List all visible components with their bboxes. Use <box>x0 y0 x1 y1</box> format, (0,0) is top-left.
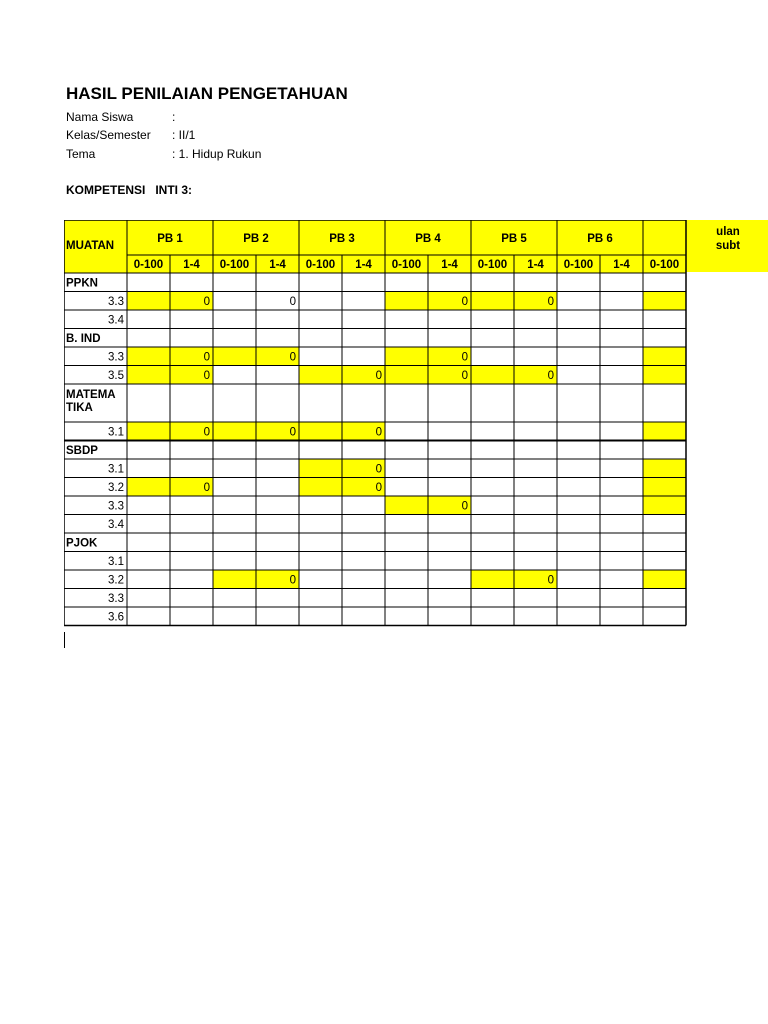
cell-value: 0 <box>203 296 210 308</box>
sub-header-grade: 1-4 <box>527 259 544 271</box>
highlighted-cell <box>643 478 686 497</box>
info-value: : <box>172 110 176 124</box>
cell-value: 0 <box>375 426 382 439</box>
highlighted-cell <box>127 422 170 441</box>
ulangan-header-line1: ulan <box>716 226 740 238</box>
pb-group-header: PB 3 <box>329 233 355 245</box>
sub-header-grade: 1-4 <box>355 259 372 271</box>
sub-header-grade: 1-4 <box>269 259 286 271</box>
highlighted-cell <box>299 459 342 478</box>
highlighted-cell <box>643 292 686 311</box>
page-title: HASIL PENILAIAN PENGETAHUAN <box>66 84 348 103</box>
highlighted-cell <box>127 366 170 385</box>
kd-label: 3.3 <box>108 500 124 513</box>
cell-value: 0 <box>547 370 554 382</box>
kd-label: 3.1 <box>108 463 124 476</box>
kd-label: 3.6 <box>108 611 124 624</box>
highlighted-cell <box>471 570 514 589</box>
pb-group-header: PB 1 <box>157 233 183 245</box>
cell-value: 0 <box>547 574 554 587</box>
muatan-header: MUATAN <box>66 240 115 252</box>
cell-value: 0 <box>375 482 382 494</box>
cell-value: 0 <box>375 370 382 382</box>
highlighted-cell <box>643 422 686 441</box>
info-value: : 1. Hidup Rukun <box>172 147 262 161</box>
cell-value: 0 <box>203 351 210 364</box>
kd-label: 3.4 <box>108 519 124 531</box>
assessment-grid <box>64 220 768 632</box>
kd-label: 3.3 <box>108 351 124 364</box>
subject-label: B. IND <box>66 333 101 345</box>
highlighted-cell <box>471 366 514 385</box>
kompetensi-heading <box>66 183 192 197</box>
kompetensi-inti: INTI 3: <box>155 183 193 197</box>
highlighted-cell <box>643 570 686 589</box>
cell-value: 0 <box>203 426 210 439</box>
highlighted-cell <box>213 422 256 441</box>
kompetensi-label: KOMPETENSI <box>66 183 146 197</box>
cell-value: 0 <box>461 296 468 308</box>
pb-group-header: PB 5 <box>501 233 527 245</box>
sub-header-grade: 1-4 <box>613 259 630 271</box>
highlighted-cell <box>127 347 170 366</box>
ulangan-sub-header: 0-100 <box>649 259 680 271</box>
subject-label: PJOK <box>66 537 98 550</box>
cell-value: 0 <box>461 370 468 382</box>
sub-header-score: 0-100 <box>477 259 508 271</box>
highlighted-cell <box>385 366 428 385</box>
highlighted-cell <box>643 347 686 366</box>
kd-label: 3.3 <box>108 593 124 605</box>
highlighted-cell <box>643 366 686 385</box>
highlighted-cell <box>127 478 170 497</box>
kd-label: 3.5 <box>108 370 124 382</box>
cell-value: 0 <box>375 463 382 476</box>
highlighted-cell <box>385 347 428 366</box>
sub-header-score: 0-100 <box>563 259 594 271</box>
sub-header-grade: 1-4 <box>441 259 458 271</box>
highlighted-cell <box>213 570 256 589</box>
highlighted-cell <box>127 292 170 311</box>
assessment-table <box>64 220 768 632</box>
subject-label: PPKN <box>66 277 98 290</box>
cell-value: 0 <box>547 296 554 308</box>
kd-label: 3.3 <box>108 296 124 308</box>
highlighted-cell <box>299 366 342 385</box>
info-label: Kelas/Semester <box>66 128 151 142</box>
subject-label: TIKA <box>66 402 93 414</box>
info-label: Tema <box>66 147 96 161</box>
table-border-stub <box>64 632 65 648</box>
sub-header-score: 0-100 <box>133 259 164 271</box>
cell-value: 0 <box>289 296 296 308</box>
cell-value: 0 <box>203 370 210 382</box>
cell-value: 0 <box>461 500 468 513</box>
pb-group-header: PB 4 <box>415 233 441 245</box>
highlighted-cell <box>299 422 342 441</box>
cell-value: 0 <box>289 351 296 364</box>
cell-value: 0 <box>203 482 210 494</box>
highlighted-cell <box>643 496 686 515</box>
kd-label: 3.2 <box>108 574 124 587</box>
sub-header-score: 0-100 <box>219 259 250 271</box>
kd-label: 3.1 <box>108 426 124 439</box>
sub-header-grade: 1-4 <box>183 259 200 271</box>
subject-label: MATEMA <box>66 389 116 401</box>
subject-label: SBDP <box>66 445 98 457</box>
sub-header-score: 0-100 <box>391 259 422 271</box>
highlighted-cell <box>643 459 686 478</box>
cell-value: 0 <box>461 351 468 364</box>
highlighted-cell <box>471 292 514 311</box>
pb-group-header: PB 6 <box>587 233 613 245</box>
highlighted-cell <box>213 347 256 366</box>
kd-label: 3.4 <box>108 314 124 327</box>
pb-group-header: PB 2 <box>243 233 269 245</box>
kd-label: 3.2 <box>108 482 124 494</box>
highlighted-cell <box>385 292 428 311</box>
cell-value: 0 <box>289 426 296 439</box>
info-label: Nama Siswa <box>66 110 134 124</box>
info-value: : II/1 <box>172 128 196 142</box>
sub-header-score: 0-100 <box>305 259 336 271</box>
cell-value: 0 <box>289 574 296 587</box>
highlighted-cell <box>385 496 428 515</box>
kd-label: 3.1 <box>108 556 124 568</box>
highlighted-cell <box>299 478 342 497</box>
ulangan-header-line2: subt <box>715 240 741 252</box>
